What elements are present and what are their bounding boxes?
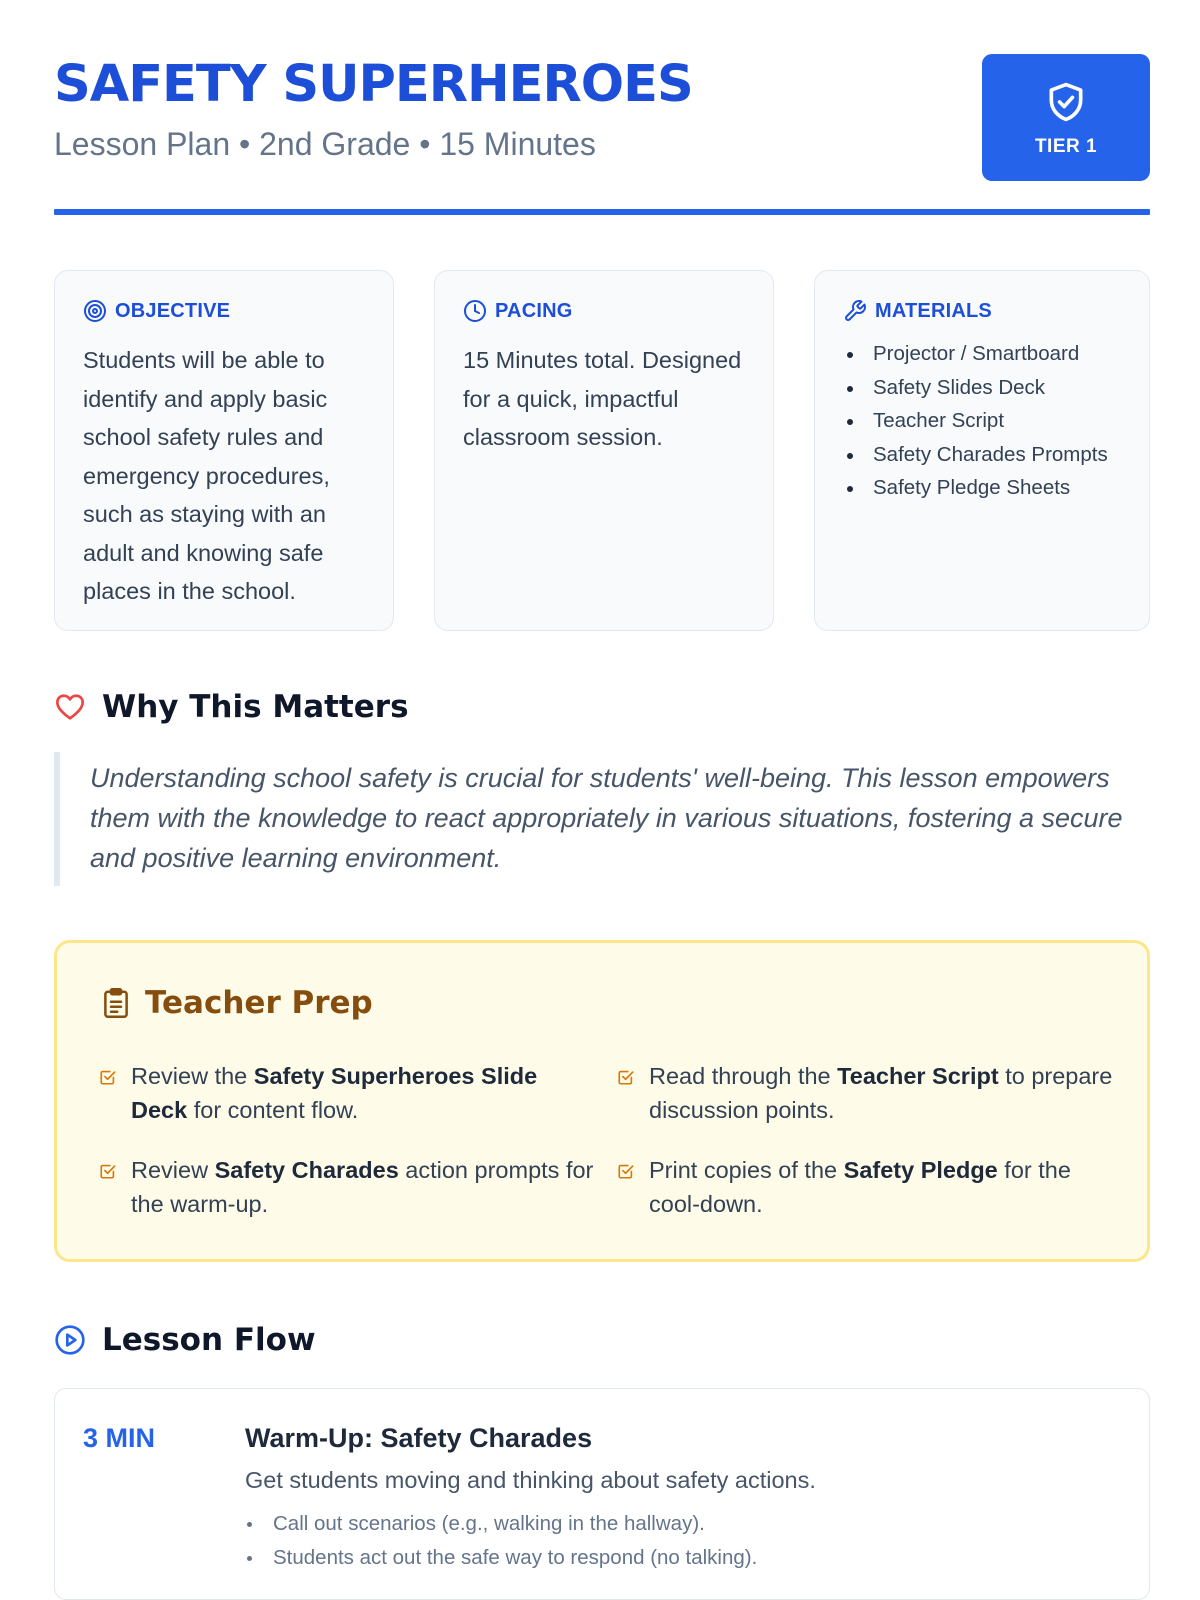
heart-icon	[54, 691, 86, 723]
prep-title: Teacher Prep	[145, 985, 373, 1021]
lesson-step-card	[54, 1388, 1150, 1600]
prep-checklist-item	[99, 1059, 579, 1127]
shield-check-icon	[1044, 78, 1088, 126]
materials-item: Safety Charades Prompts	[843, 438, 1121, 472]
objective-title: OBJECTIVE	[115, 299, 231, 322]
prep-item-text: Read through the Teacher Script to prepare discussion points.	[649, 1063, 1113, 1123]
tier-label: TIER 1	[1034, 135, 1098, 157]
objective-card	[54, 270, 394, 631]
lesson-header	[54, 54, 1150, 214]
materials-item: Teacher Script	[843, 404, 1121, 438]
header-divider	[54, 209, 1150, 215]
why-section-header	[54, 689, 409, 725]
materials-title: MATERIALS	[875, 299, 992, 322]
prep-item-text: Review Safety Charades action prompts for the warm-up.	[131, 1157, 594, 1217]
materials-item: Safety Pledge Sheets	[843, 471, 1121, 505]
lesson-flow-title: Lesson Flow	[102, 1322, 316, 1358]
page-subtitle: Lesson Plan • 2nd Grade • 15 Minutes	[54, 126, 596, 162]
overview-cards	[54, 270, 1150, 631]
step-bullet: Students act out the safe way to respond (no talking).	[245, 1541, 757, 1575]
pacing-text: 15 Minutes total. Designed for a quick, impactful classroom session.	[463, 347, 742, 450]
target-icon	[83, 299, 107, 323]
page-title: SAFETY SUPERHEROES	[54, 55, 693, 114]
materials-list	[843, 337, 1121, 505]
objective-text: Students will be able to identify and apply basic school safety rules and emergency procedures, such as staying with an adult and knowing safe places in the school.	[83, 347, 330, 604]
lesson-flow-header	[54, 1322, 316, 1358]
tier-badge	[982, 54, 1150, 181]
teacher-prep-box	[54, 940, 1150, 1262]
checkbox-icon	[99, 1162, 117, 1180]
checkbox-icon	[99, 1068, 117, 1086]
pacing-card	[434, 270, 774, 631]
play-circle-icon	[54, 1324, 86, 1356]
materials-item: Safety Slides Deck	[843, 371, 1121, 405]
clock-icon	[463, 299, 487, 323]
prep-checklist-item	[617, 1059, 1127, 1127]
prep-item-text: Print copies of the Safety Pledge for the cool-down.	[649, 1157, 1071, 1217]
step-bullet: Call out scenarios (e.g., walking in the hallway).	[245, 1507, 757, 1541]
step-duration: 3 MIN	[83, 1423, 156, 1453]
prep-checklist-item	[617, 1153, 1127, 1221]
materials-item: Projector / Smartboard	[843, 337, 1121, 371]
checkbox-icon	[617, 1162, 635, 1180]
prep-item-text: Review the Safety Superheroes Slide Deck for content flow.	[131, 1063, 538, 1123]
prep-checklist-item	[99, 1153, 599, 1221]
clipboard-icon	[101, 986, 131, 1020]
pacing-title: PACING	[495, 299, 573, 322]
checkbox-icon	[617, 1068, 635, 1086]
why-title: Why This Matters	[102, 689, 409, 725]
step-title: Warm-Up: Safety Charades	[245, 1423, 593, 1453]
step-bullets	[245, 1507, 757, 1575]
step-description: Get students moving and thinking about safety actions.	[245, 1467, 816, 1493]
materials-card	[814, 270, 1150, 631]
wrench-icon	[843, 299, 867, 323]
why-quote: Understanding school safety is crucial for students' well-being. This lesson empowers them with the knowledge to react appropriately in various situations, fostering a secure and positive learning environment.	[54, 752, 1150, 886]
